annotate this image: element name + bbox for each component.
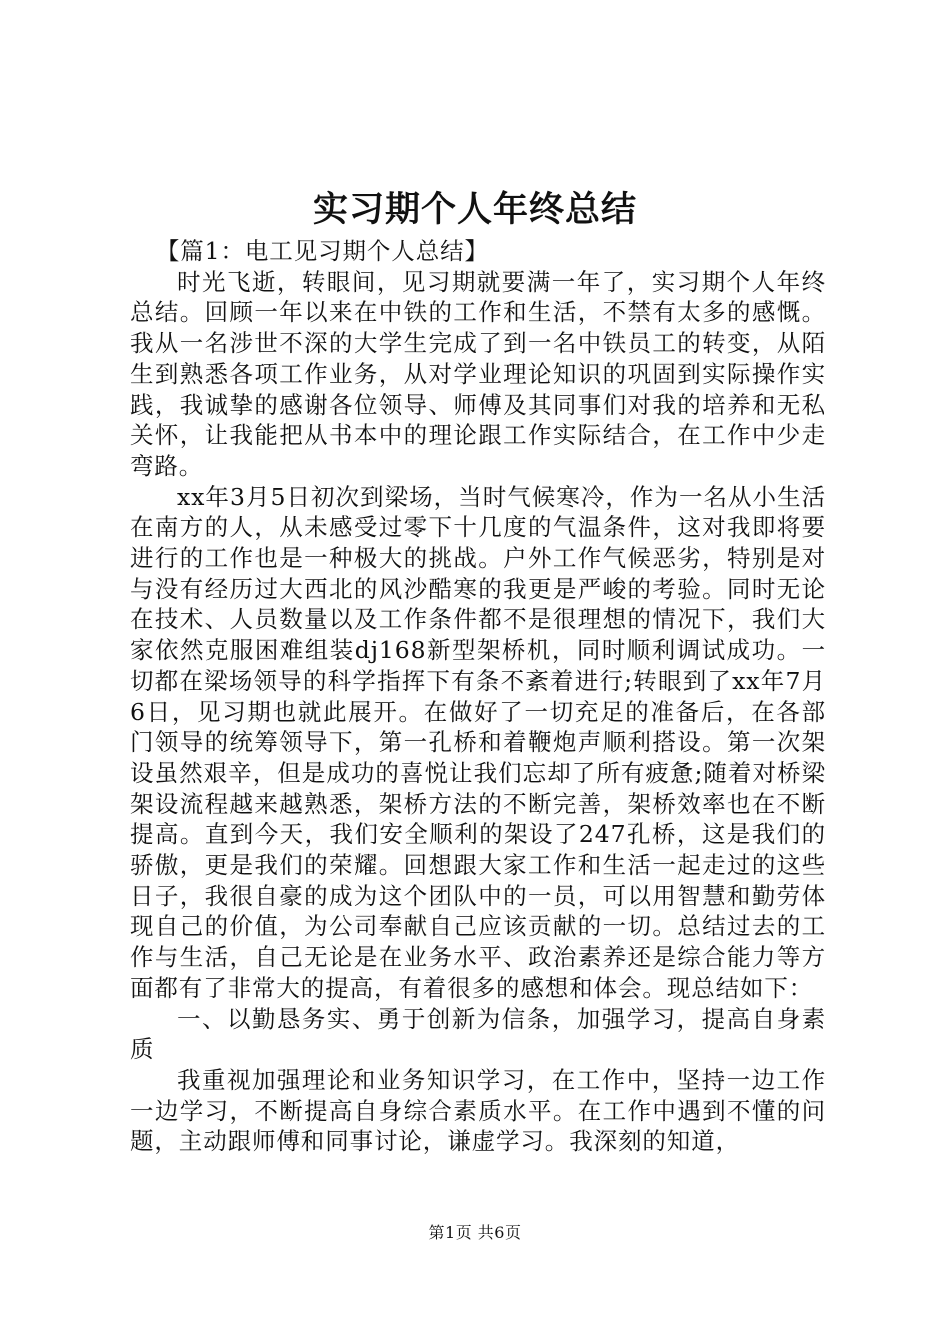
page-footer: 第1页 共6页	[428, 1223, 522, 1242]
document-body	[130, 236, 826, 1157]
heading-section-one: 一、以勤恳务实、勇于创新为信条，加强学习，提高自身素质	[130, 1004, 826, 1064]
paragraph-experience: xx年3月5日初次到梁场，当时气候寒冷，作为一名从小生活在南方的人，从未感受过零下十几度的气温条件，这对我即将要进行的工作也是一种极大的挑战。户外工作气候恶劣，特别是对与没有经历过大西北的风沙酷寒的我更是严峻的考验。同时无论在技术、人员数量以及工作条件都不是很理想的情况下，我们大家依然克服困难组装dj168新型架桥机，同时顺利调试成功。一切都在梁场领导的科学指挥下有条不紊着进行;转眼到了xx年7月6日，见习期也就此展开。在做好了一切充足的准备后，在各部门领导的统筹领导下，第一孔桥和着鞭炮声顺利搭设。第一次架设虽然艰辛，但是成功的喜悦让我们忘却了所有疲惫;随着对桥梁架设流程越来越熟悉，架桥方法的不断完善，架桥效率也在不断提高。直到今天，我们安全顺利的架设了247孔桥，这是我们的骄傲，更是我们的荣耀。回想跟大家工作和生活一起走过的这些日子，我很自豪的成为这个团队中的一员，可以用智慧和勤劳体现自己的价值，为公司奉献自己应该贡献的一切。总结过去的工作与生活，自己无论是在业务水平、政治素养还是综合能力等方面都有了非常大的提高，有着很多的感想和体会。现总结如下：	[130, 482, 826, 1002]
paragraph-intro: 时光飞逝，转眼间，见习期就要满一年了，实习期个人年终总结。回顾一年以来在中铁的工作和生活，不禁有太多的感慨。我从一名涉世不深的大学生完成了到一名中铁员工的转变，从陌生到熟悉各项工作业务，从对学业理论知识的巩固到实际操作实践，我诚挚的感谢各位领导、师傅及其同事们对我的培养和无私关怀，让我能把从书本中的理论跟工作实际结合，在工作中少走弯路。	[130, 267, 826, 480]
section-label: 【篇1：电工见习期个人总结】	[155, 237, 489, 265]
document-title: 实习期个人年终总结	[312, 189, 637, 230]
paragraph-study: 我重视加强理论和业务知识学习，在工作中，坚持一边工作一边学习，不断提高自身综合素质水平。在工作中遇到不懂的问题，主动跟师傅和同事讨论，谦虚学习。我深刻的知道，	[130, 1065, 826, 1156]
